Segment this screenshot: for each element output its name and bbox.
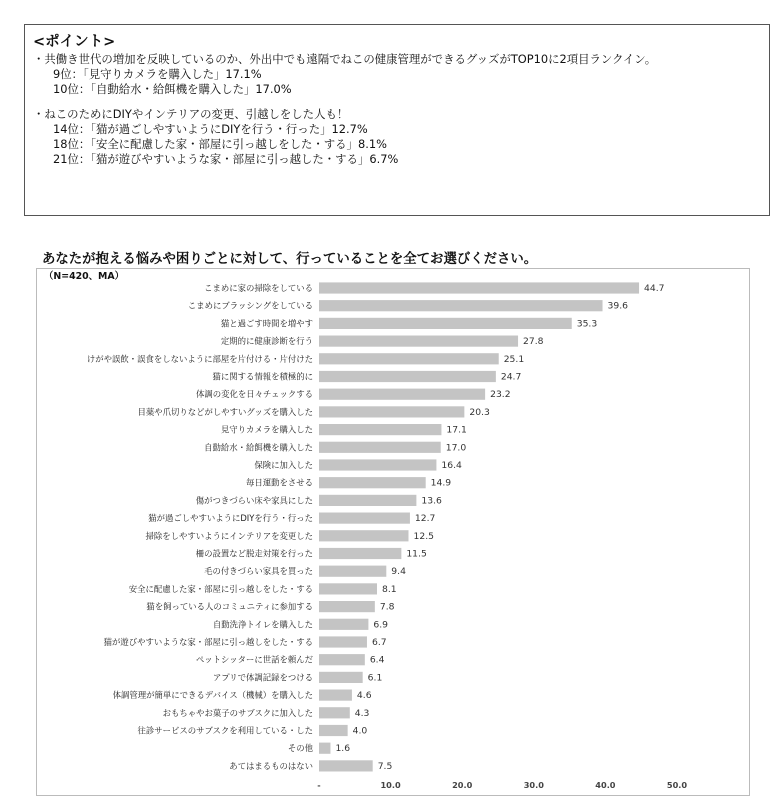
bar <box>319 336 518 347</box>
data-label: 6.1 <box>367 672 383 684</box>
category-label: あてはまるものはない <box>229 760 313 771</box>
bar <box>319 636 367 647</box>
category-label: 体調の変化を日々チェックする <box>196 389 313 400</box>
category-label: 傷がつきづらい床や家具にした <box>195 495 313 506</box>
data-label: 27.8 <box>523 336 544 348</box>
bar <box>319 318 572 329</box>
chart-title: あなたが抱える悩みや困りごとに対して、行っていることを全てお選びください。 <box>42 252 538 267</box>
chart-frame <box>36 268 750 796</box>
x-tick-label: 30.0 <box>523 780 544 790</box>
bar <box>319 530 409 541</box>
category-label: こまめにブラッシングをしている <box>187 300 313 311</box>
bar <box>319 442 441 453</box>
data-label: 14.9 <box>430 477 452 489</box>
point-box <box>24 24 770 216</box>
bar <box>319 619 368 630</box>
category-label: 猫を飼っている人のコミュニティに参加する <box>146 601 313 612</box>
data-label: 6.9 <box>373 619 389 631</box>
data-label: 24.7 <box>500 371 522 383</box>
data-label: 7.8 <box>379 601 395 613</box>
point-bullet-2: ・ねこのためにDIYやインテリアの変更、引越しをした人も！ <box>33 107 349 121</box>
category-label: 保険に加入した <box>254 460 313 470</box>
point-heading: <ポイント> <box>33 34 116 50</box>
data-label: 11.5 <box>406 548 427 560</box>
x-tick-label: 10.0 <box>380 780 401 790</box>
data-label: 17.1 <box>446 424 467 436</box>
bar <box>319 743 330 754</box>
data-label: 35.3 <box>576 318 598 330</box>
data-label: 6.7 <box>371 637 387 648</box>
point-bullet-2-item: 18位：「安全に配慮した家・部屋に引っ越しをした・する」8.1% <box>53 137 387 151</box>
category-label: 安全に配慮した家・部屋に引っ越しをした・する <box>128 583 313 594</box>
category-label: その他 <box>287 743 313 754</box>
bar <box>319 353 499 364</box>
point-bullet-2-item: 14位：「猫が過ごしやすいようにDIYを行う・行った」12.7% <box>53 122 368 136</box>
data-label: 1.6 <box>335 743 351 755</box>
bar <box>319 654 365 665</box>
category-label: 見守りカメラを購入した <box>220 424 313 435</box>
x-tick-label: 50.0 <box>666 780 688 790</box>
data-label: 12.5 <box>413 530 434 542</box>
bar <box>319 389 485 400</box>
category-label: おもちゃやお菓子のサブスクに加入した <box>162 707 313 718</box>
data-label: 44.7 <box>644 283 665 294</box>
bar-chart <box>36 268 750 796</box>
category-label: 往診サービスのサブスクを利用している・した <box>137 725 313 736</box>
bar <box>319 690 352 701</box>
bar <box>319 495 416 506</box>
category-label: けがや誤飲・誤食をしないように部屋を片付ける・片付けた <box>86 353 313 364</box>
category-label: 自動洗浄トイレを購入した <box>212 619 313 630</box>
point-bullet-1-item: 10位：「自動給水・給餌機を購入した」17.0% <box>53 82 292 96</box>
category-label: ペットシッターに世話を頼んだ <box>195 654 313 665</box>
data-label: 16.4 <box>441 460 462 471</box>
bar <box>319 406 464 417</box>
category-label: 掃除をしやすいようにインテリアを変更した <box>145 530 313 541</box>
data-label: 4.3 <box>354 707 370 719</box>
chart-sample-note: （N=420、MA） <box>44 271 124 282</box>
bar <box>319 300 603 311</box>
point-bullet-2-item: 21位：「猫が遊びやすいような家・部屋に引っ越した・する」6.7% <box>53 152 399 166</box>
bar <box>319 583 377 594</box>
category-label: 猫に関する情報を積極的に <box>212 371 313 382</box>
bar <box>319 548 401 559</box>
data-label: 4.6 <box>356 690 372 702</box>
point-bullet-1-item: 9位：「見守りカメラを購入した」17.1% <box>53 67 262 81</box>
data-label: 12.7 <box>414 513 436 525</box>
data-label: 39.6 <box>607 300 629 312</box>
category-label: 毎日運動をさせる <box>246 477 313 488</box>
category-label: 自動給水・給餌機を購入した <box>204 442 313 453</box>
x-tick-label: - <box>317 780 321 790</box>
category-label: 猫が遊びやすいような家・部屋に引っ越しをした・する <box>103 637 313 647</box>
bar <box>319 760 373 771</box>
category-label: こまめに家の掃除をしている <box>204 283 313 293</box>
category-label: アプリで体調記録をつける <box>212 672 313 683</box>
bar <box>319 282 639 293</box>
category-label: 猫が過ごしやすいようにDIYを行う・行った <box>148 513 313 524</box>
x-tick-label: 20.0 <box>452 780 473 790</box>
data-label: 13.6 <box>421 495 442 507</box>
data-label: 6.4 <box>369 654 385 666</box>
bar <box>319 371 496 382</box>
category-label: 体調管理が簡単にできるデバイス（機械）を購入した <box>112 690 313 701</box>
category-label: 毛の付きづらい家具を買った <box>204 566 313 577</box>
category-label: 目薬や爪切りなどがしやすいグッズを購入した <box>137 406 313 417</box>
bar <box>319 601 375 612</box>
bar <box>319 566 386 577</box>
x-tick-label: 40.0 <box>595 780 616 790</box>
data-label: 9.4 <box>391 566 406 578</box>
data-label: 17.0 <box>445 442 467 454</box>
data-label: 8.1 <box>381 583 397 595</box>
category-label: 定期的に健康診断を行う <box>220 336 313 347</box>
data-label: 7.5 <box>377 760 393 772</box>
data-label: 4.0 <box>352 725 368 737</box>
bar <box>319 513 410 524</box>
bar <box>319 707 350 718</box>
bar <box>319 477 426 488</box>
data-label: 23.2 <box>490 389 511 401</box>
data-label: 20.3 <box>469 406 490 418</box>
bar <box>319 459 436 470</box>
bar <box>319 725 348 736</box>
bar <box>319 672 363 683</box>
category-label: 柵の設置など脱走対策を行った <box>195 548 313 559</box>
data-label: 25.1 <box>503 353 525 365</box>
bar <box>319 424 441 435</box>
point-bullet-1: ・共働き世代の増加を反映しているのか、外出中でも遠隔でねこの健康管理ができるグッズがTOP10に2項目ランクイン。 <box>33 52 657 66</box>
category-label: 猫と過ごす時間を増やす <box>220 318 313 329</box>
